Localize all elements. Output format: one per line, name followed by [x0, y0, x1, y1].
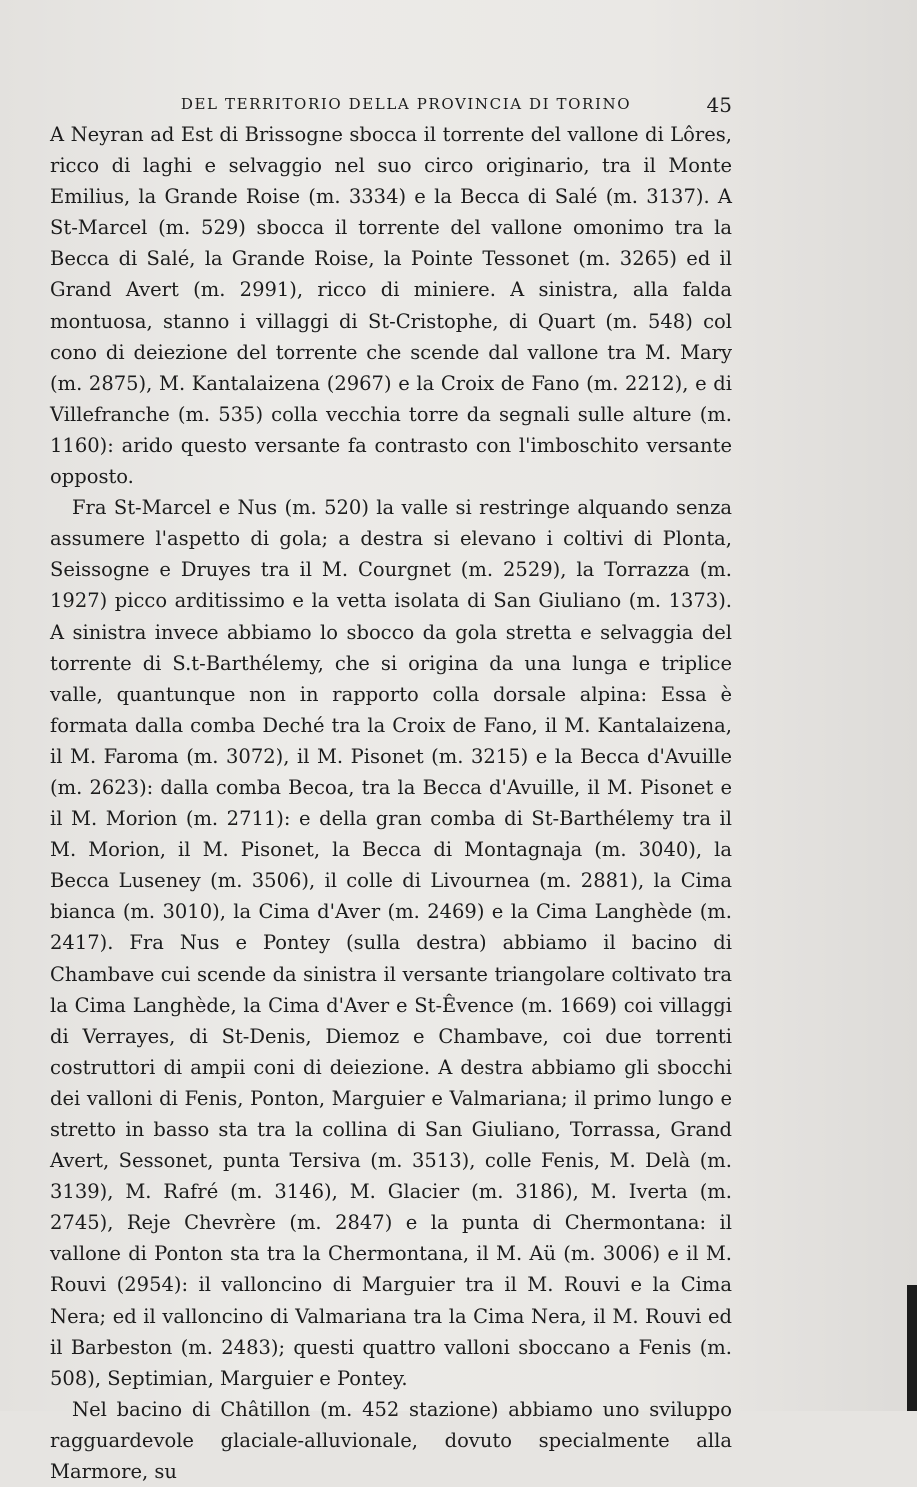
paragraph-3: Nel bacino di Châtillon (m. 452 stazione) abbiamo uno sviluppo ragguardevole glaciale-alluvionale, dovuto specialmente alla Marmore, su — [50, 1397, 732, 1484]
paragraph-1: A Neyran ad Est di Brissogne sbocca il torrente del vallone di Lôres, ricco di laghi e selvaggio nel suo circo originario, tra il Monte Emilius, la Grande Roise (m. 3334) e la Becca di Salé (m. 3137). A St-Marcel (m. 529) sbocca il torrente del vallone omonimo tra la Becca di Salé, la Grande Roise, la Pointe Tessonet (m. 3265) ed il Grand Avert (m. 2991), ricco di miniere. A sinistra, alla falda montuosa, stanno i villaggi di St-Cristophe, di Quart (m. 548) col cono di deiezione del torrente che scende dal vallone tra M. Mary (m. 2875), M. Kantalaizena (2967) e la Croix de Fano (m. 2212), e di Villefranche (m. 535) colla vecchia torre da segnali sulle alture (m. 1160): arido questo versante fa contrasto con l'imboschito versante opposto. — [50, 123, 732, 489]
scan-edge-shadow — [907, 1285, 917, 1411]
running-title: DEL TERRITORIO DELLA PROVINCIA DI TORINO — [180, 95, 632, 113]
paragraph-2: Fra St-Marcel e Nus (m. 520) la valle si restringe alquando senza assumere l'aspetto di gola; a destra si elevano i coltivi di Plonta, Seissogne e Druyes tra il M. Courgnet (m. 2529), la Torrazza (m. 1927) picco arditissimo e la vetta isolata di San Giuliano (m. 1373). A sinistra invece abbiamo lo sbocco da gola stretta e selvaggia del torrente di S.t-Barthélemy, che si origina da una lunga e triplice valle, quantunque non in rapporto colla dorsale alpina: Essa è formata dalla comba Deché tra la Croix de Fano, il M. Kantalaizena, il M. Faroma (m. 3072), il M. Pisonet (m. 3215) e la Becca d'Avuille (m. 2623): dalla comba Becoa, tra la Becca d'Avuille, il M. Pisonet e il M. Morion (m. 2711): e della gran comba di St-Barthélemy tra il M. Morion, il M. Pisonet, la Becca di Montagnaja (m. 3040), la Becca Luseney (m. 3506), il colle di Livournea (m. 2881), la Cima bianca (m. 3010), la Cima d'Aver (m. 2469) e la Cima Langhède (m. 2417). Fra Nus e Pontey (sulla destra) abbiamo il bacino di Chambave cui scende da sinistra il versante triangolare coltivato tra la Cima Langhède, la Cima d'Aver e St-Êvence (m. 1669) coi villaggi di Verrayes, di St-Denis, Diemoz e Chambave, coi due torrenti costruttori di ampii coni di deiezione. A destra abbiamo gli sbocchi dei valloni di Fenis, Ponton, Marguier e Valmariana; il primo lungo e stretto in basso sta tra la collina di San Giuliano, Torrassa, Grand Avert, Sessonet, punta Tersiva (m. 3513), colle Fenis, M. Delà (m. 3139), M. Rafré (m. 3146), M. Glacier (m. 3186), M. Iverta (m. 2745), Reje Chevrère (m. 2847) e la punta di Chermontana: il vallone di Ponton sta tra la Chermontana, il M. Aü (m. 3006) e il M. Rouvi (2954): il valloncino di Marguier tra il M. Rouvi e la Cima Nera; ed il valloncino di Valmariana tra la Cima Nera, il M. Rouvi ed il Barbeston (m. 2483); questi quattro valloni sboccano a Fenis (m. 508), Septimian, Marguier e Pontey. — [50, 496, 732, 1390]
running-header — [50, 93, 732, 119]
page-number: 45 — [706, 93, 732, 117]
page-body — [50, 119, 732, 1487]
